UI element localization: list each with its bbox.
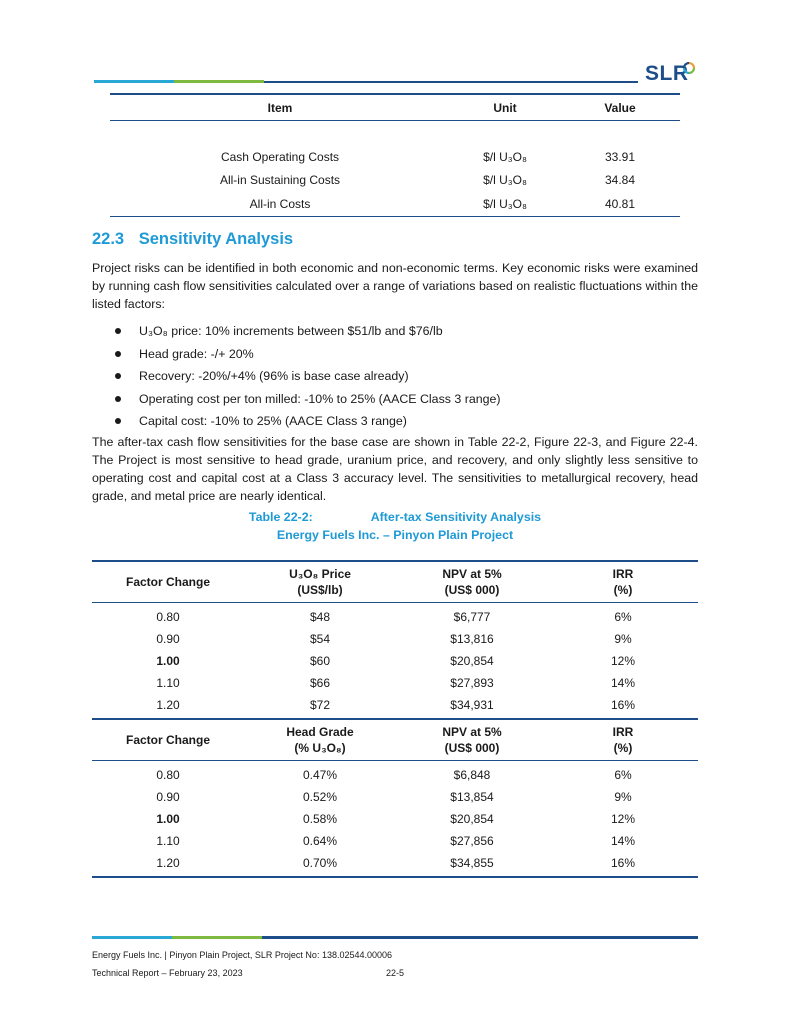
cell-value: 33.91 bbox=[604, 149, 636, 164]
header-rule-green bbox=[174, 80, 264, 83]
bullet-icon bbox=[115, 396, 121, 402]
footer-rule-navy bbox=[262, 936, 698, 939]
cell-item: Cash Operating Costs bbox=[220, 149, 340, 164]
cell-factor: 1.10 bbox=[156, 676, 180, 690]
col-head-grade bbox=[244, 724, 396, 756]
table-row bbox=[110, 192, 680, 216]
cell-factor: 1.20 bbox=[156, 856, 180, 870]
cell-irr: 12% bbox=[610, 812, 636, 826]
table-row bbox=[92, 830, 698, 852]
cell-npv: $20,854 bbox=[450, 654, 494, 668]
section-title: Sensitivity Analysis bbox=[138, 230, 294, 248]
table-row bbox=[110, 169, 680, 193]
intro-paragraph: Project risks can be identified in both economic and non-economic terms. Key economic risks were examined by running cash flow sensitivities calculated over a range of variations based on realistic fluctuations within the listed factors: bbox=[92, 261, 698, 311]
logo-text: SLR bbox=[645, 62, 689, 85]
logo-mark-icon bbox=[683, 62, 695, 74]
cell-grade: 0.64% bbox=[302, 834, 338, 848]
col-irr bbox=[548, 724, 698, 756]
header-rule-navy bbox=[264, 81, 638, 83]
cell-item: All-in Sustaining Costs bbox=[219, 173, 341, 188]
list-item-text: Head grade: -/+ 20% bbox=[139, 346, 254, 361]
cell-factor: 1.10 bbox=[156, 834, 180, 848]
footer-rule-cyan bbox=[92, 936, 172, 939]
footer-rule-green bbox=[172, 936, 262, 939]
list-item-text: U₃O₈ price: 10% increments between $51/lb and $76/lb bbox=[139, 324, 443, 339]
cell-item: All-in Costs bbox=[249, 196, 311, 211]
cell-factor: 1.20 bbox=[156, 698, 180, 712]
cell-npv: $34,931 bbox=[450, 698, 494, 712]
cell-npv: $27,856 bbox=[450, 834, 494, 848]
table-row bbox=[92, 606, 698, 628]
cell-price: $60 bbox=[309, 654, 331, 668]
col-npv-l2: (US$ 000) bbox=[444, 741, 500, 755]
cell-npv: $13,816 bbox=[450, 632, 494, 646]
cell-price: $66 bbox=[309, 676, 331, 690]
table-row bbox=[92, 808, 698, 830]
cell-npv: $20,854 bbox=[450, 812, 494, 826]
footer-project-line: Energy Fuels Inc. | Pinyon Plain Project, SLR Project No: 138.02544.00006 bbox=[92, 950, 393, 960]
col-head-grade-l1: Head Grade bbox=[286, 725, 354, 739]
cell-price: $72 bbox=[309, 698, 331, 712]
table-caption-title: After-tax Sensitivity Analysis bbox=[370, 510, 542, 524]
col-unit: Unit bbox=[493, 100, 517, 115]
table-row bbox=[92, 628, 698, 650]
cell-unit: $/l U₃O₈ bbox=[483, 173, 527, 188]
bullet-icon bbox=[115, 328, 121, 334]
cell-irr: 14% bbox=[610, 676, 636, 690]
col-irr-l1: IRR bbox=[612, 567, 634, 581]
section-heading bbox=[92, 230, 293, 249]
cell-irr: 6% bbox=[614, 610, 632, 624]
slr-logo bbox=[645, 62, 705, 88]
table-caption-label: Table 22-2: bbox=[248, 510, 313, 524]
cell-grade: 0.52% bbox=[302, 790, 338, 804]
table-row bbox=[110, 145, 680, 169]
bullet-icon bbox=[115, 418, 121, 424]
col-value: Value bbox=[604, 100, 636, 115]
cell-price: $54 bbox=[309, 632, 331, 646]
footer-report-date: Technical Report – February 23, 2023 bbox=[92, 968, 243, 978]
cell-value: 40.81 bbox=[604, 196, 636, 211]
cell-factor: 0.80 bbox=[156, 610, 180, 624]
cell-irr: 14% bbox=[610, 834, 636, 848]
col-factor-change: Factor Change bbox=[125, 733, 210, 747]
cell-factor: 0.90 bbox=[156, 790, 180, 804]
col-npv-l2: (US$ 000) bbox=[444, 583, 500, 597]
col-price-l1: U₃O₈ Price bbox=[289, 567, 351, 581]
bullet-icon bbox=[115, 373, 121, 379]
col-irr-l2: (%) bbox=[613, 741, 633, 755]
table-caption bbox=[92, 510, 698, 524]
footer-report-line bbox=[92, 968, 405, 978]
section-number: 22.3 bbox=[92, 230, 125, 248]
cell-npv: $6,777 bbox=[453, 610, 491, 624]
list-item bbox=[115, 410, 501, 433]
table-row bbox=[92, 764, 698, 786]
cell-npv: $27,893 bbox=[450, 676, 494, 690]
col-factor-change: Factor Change bbox=[125, 575, 210, 589]
col-irr bbox=[548, 566, 698, 598]
col-npv-l1: NPV at 5% bbox=[442, 567, 502, 581]
cell-irr: 9% bbox=[614, 790, 632, 804]
col-npv bbox=[396, 724, 548, 756]
table-row bbox=[92, 694, 698, 716]
table-caption-subtitle: Energy Fuels Inc. – Pinyon Plain Project bbox=[276, 528, 514, 542]
list-item-text: Capital cost: -10% to 25% (AACE Class 3 range) bbox=[139, 414, 407, 429]
cell-irr: 16% bbox=[610, 856, 636, 870]
table-row bbox=[92, 852, 698, 874]
cell-irr: 12% bbox=[610, 654, 636, 668]
cell-irr: 16% bbox=[610, 698, 636, 712]
col-npv bbox=[396, 566, 548, 598]
col-irr-l1: IRR bbox=[612, 725, 634, 739]
header-rule-cyan bbox=[94, 80, 174, 83]
list-item-text: Recovery: -20%/+4% (96% is base case already) bbox=[139, 369, 409, 384]
sensitivity-table bbox=[92, 560, 698, 878]
col-head-grade-l2: (% U₃O₈) bbox=[294, 741, 346, 755]
cell-value: 34.84 bbox=[604, 173, 636, 188]
table-rule bbox=[110, 216, 680, 217]
cell-factor: 0.80 bbox=[156, 768, 180, 782]
cell-factor: 1.00 bbox=[156, 812, 180, 826]
table-row bbox=[92, 650, 698, 672]
col-irr-l2: (%) bbox=[613, 583, 633, 597]
table-header-row bbox=[92, 720, 698, 760]
col-price-l2: (US$/lb) bbox=[297, 583, 343, 597]
results-paragraph: The after-tax cash flow sensitivities for the base case are shown in Table 22-2, Figure 22-3, and Figure 22-4. The Project is most sensitive to head grade, uranium price, and recovery, and only slightly less sensitive to operating cost and capital cost at a Class 3 accuracy level. The sensitivities to metallurgical recovery, head grade, and metal price are nearly identical. bbox=[92, 435, 698, 503]
bullet-icon bbox=[115, 351, 121, 357]
cell-irr: 9% bbox=[614, 632, 632, 646]
table-header-row bbox=[92, 562, 698, 602]
cell-grade: 0.58% bbox=[302, 812, 338, 826]
table-row bbox=[92, 672, 698, 694]
list-item bbox=[115, 320, 501, 343]
cell-unit: $/l U₃O₈ bbox=[483, 196, 527, 211]
cell-unit: $/l U₃O₈ bbox=[483, 149, 527, 164]
list-item bbox=[115, 388, 501, 411]
cell-grade: 0.70% bbox=[302, 856, 338, 870]
list-item bbox=[115, 365, 501, 388]
cell-factor: 0.90 bbox=[156, 632, 180, 646]
page-number: 22-5 bbox=[386, 968, 405, 978]
list-item-text: Operating cost per ton milled: -10% to 25% (AACE Class 3 range) bbox=[139, 391, 501, 406]
cell-grade: 0.47% bbox=[302, 768, 338, 782]
cell-npv: $34,855 bbox=[450, 856, 494, 870]
factor-list bbox=[115, 320, 501, 433]
col-npv-l1: NPV at 5% bbox=[442, 725, 502, 739]
table-row bbox=[92, 786, 698, 808]
col-item: Item bbox=[267, 100, 293, 115]
table-rule bbox=[92, 876, 698, 878]
cell-price: $48 bbox=[309, 610, 331, 624]
cell-irr: 6% bbox=[614, 768, 632, 782]
cell-factor: 1.00 bbox=[156, 654, 180, 668]
table-header-row bbox=[110, 95, 680, 120]
cell-npv: $6,848 bbox=[453, 768, 491, 782]
list-item bbox=[115, 343, 501, 366]
cost-summary-table bbox=[110, 93, 680, 217]
col-price bbox=[244, 566, 396, 598]
cell-npv: $13,854 bbox=[450, 790, 494, 804]
